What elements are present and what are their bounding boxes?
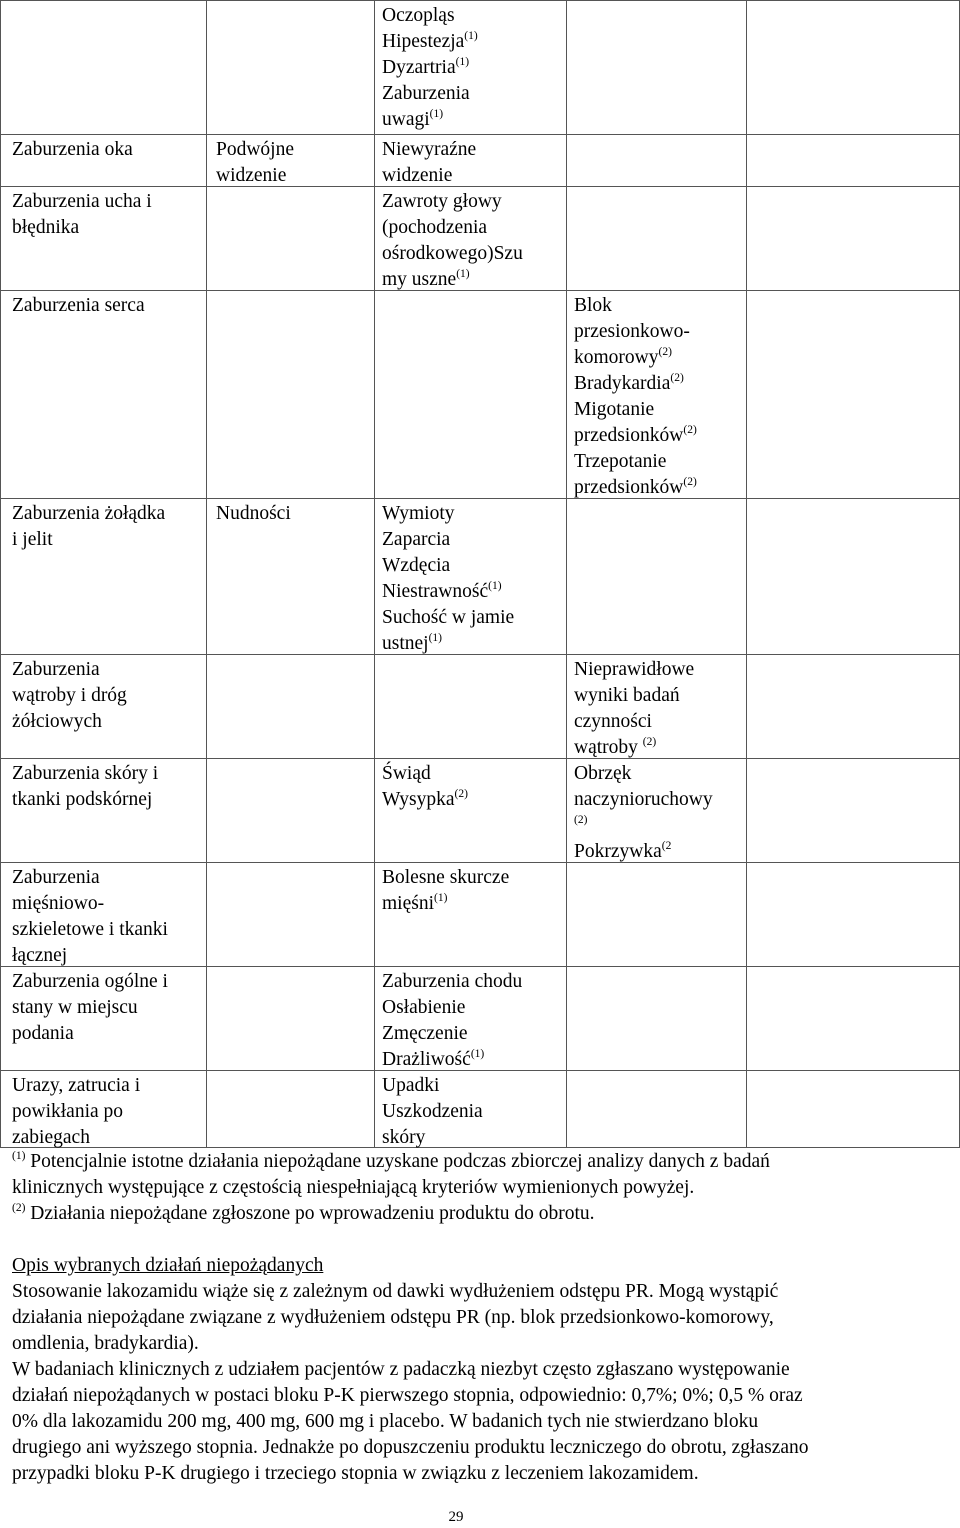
cell-line xyxy=(12,709,127,735)
cell-text: Blok xyxy=(574,295,612,316)
footnote-ref: (1) xyxy=(488,579,502,592)
footnote-ref: (1) xyxy=(470,1047,485,1060)
cell-line xyxy=(382,501,514,527)
cell-text: widzenie xyxy=(382,165,453,186)
paragraph-2-line: W badaniach klinicznych z udziałem pacjentów z padaczką niezbyt często zgłaszano występowanie xyxy=(12,1359,790,1380)
cell-line xyxy=(382,163,476,189)
paragraph-2-line: 0% dla lakozamidu 200 mg, 400 mg, 600 mg i placebo. W badanich tych nie stwierdzano bloku xyxy=(12,1411,759,1432)
table-row-border xyxy=(0,0,960,1)
cell-line xyxy=(382,1125,483,1151)
cell-line xyxy=(12,657,127,683)
cell-line xyxy=(12,943,168,969)
table-column-border xyxy=(566,0,567,1147)
cell-line xyxy=(12,683,127,709)
cell-text: Bradykardia xyxy=(574,373,671,394)
cell-text: ośrodkowego)Szu xyxy=(382,243,523,264)
col-c-cell xyxy=(382,189,523,293)
cell-text: Zaburzenia xyxy=(12,867,100,888)
cell-text: przedsionków xyxy=(574,477,684,498)
cell-text: Urazy, zatrucia i xyxy=(12,1075,141,1096)
footnote-1-text: Potencjalnie istotne działania niepożądane uzyskane podczas zbiorczej analizy danych z badań xyxy=(25,1151,770,1172)
cell-line xyxy=(12,293,145,319)
footnote-ref: (2) xyxy=(642,735,657,748)
cell-text: Zaburzenia ogólne i xyxy=(12,971,168,992)
paragraph-2-line: drugiego ani wyższego stopnia. Jednakże po dopuszczeniu produktu leczniczego do obrotu, zgłaszano xyxy=(12,1437,809,1458)
footnote-ref: (1) xyxy=(429,107,444,120)
cell-line xyxy=(382,107,478,133)
footnote-1-mark: (1) xyxy=(12,1149,26,1162)
col-b-cell xyxy=(216,501,291,527)
cell-line xyxy=(12,917,168,943)
cell-text: Dyzartria xyxy=(382,57,456,78)
table-row-border xyxy=(0,134,960,135)
cell-text: Zaburzenia ucha i xyxy=(12,191,152,212)
cell-text: Bolesne skurcze xyxy=(382,867,510,888)
cell-line xyxy=(382,553,514,579)
cell-line xyxy=(382,891,509,917)
cell-line xyxy=(382,81,478,107)
footnote-ref: (2) xyxy=(574,813,588,826)
cell-line xyxy=(382,631,514,657)
cell-line xyxy=(382,1021,522,1047)
cell-line xyxy=(382,189,523,215)
table-column-border xyxy=(746,0,747,1147)
cell-text: Zaburzenia xyxy=(382,83,470,104)
cell-text: powikłania po xyxy=(12,1101,124,1122)
cell-text: mięśni xyxy=(382,893,434,914)
paragraph-1-line: Stosowanie lakozamidu wiąże się z zależnym od dawki wydłużeniem odstępu PR. Mogą wystąpić xyxy=(12,1281,779,1302)
paragraph-1-line: działania niepożądane związane z wydłużeniem odstępu PR (np. blok przedsionkowo-komorowy, xyxy=(12,1307,774,1328)
cell-line xyxy=(574,839,713,865)
table-row-border xyxy=(0,758,960,759)
footnote-ref: (1) xyxy=(428,631,443,644)
cell-text: wyniki badań xyxy=(574,685,680,706)
cell-text: Trzepotanie xyxy=(574,451,667,472)
cell-text: Oczopląs xyxy=(382,5,455,26)
cell-line xyxy=(382,579,514,605)
cell-line xyxy=(382,995,522,1021)
cell-text: wątroby i dróg xyxy=(12,685,127,706)
cell-line xyxy=(574,475,697,501)
cell-text: Zaburzenia żołądka xyxy=(12,503,166,524)
cell-line xyxy=(12,995,168,1021)
cell-text: Suchość w jamie xyxy=(382,607,515,628)
cell-line xyxy=(216,163,294,189)
footnote-ref: (2) xyxy=(454,787,468,800)
soc-cell xyxy=(12,137,133,163)
cell-text: Wzdęcia xyxy=(382,555,451,576)
cell-line xyxy=(574,787,713,813)
cell-line xyxy=(12,189,152,215)
cell-line xyxy=(12,891,168,917)
table-column-border xyxy=(206,0,207,1147)
footnote-ref: (2) xyxy=(683,475,697,488)
col-d-cell xyxy=(574,657,694,761)
cell-line xyxy=(12,1021,168,1047)
cell-text: ustnej xyxy=(382,633,429,654)
table-row-border xyxy=(0,862,960,863)
cell-text: Zaparcia xyxy=(382,529,451,550)
cell-line xyxy=(12,787,158,813)
soc-cell xyxy=(12,969,168,1047)
cell-text: Zaburzenia oka xyxy=(12,139,133,160)
cell-text: Uszkodzenia xyxy=(382,1101,483,1122)
col-c-cell xyxy=(382,3,478,133)
cell-line xyxy=(12,501,165,527)
cell-line xyxy=(574,683,694,709)
soc-cell xyxy=(12,761,158,813)
cell-line xyxy=(12,1073,140,1099)
cell-line xyxy=(574,397,697,423)
cell-line xyxy=(382,787,468,813)
cell-line xyxy=(574,423,697,449)
col-c-cell xyxy=(382,137,476,189)
footnote-2-text: Działania niepożądane zgłoszone po wprowadzeniu produktu do obrotu. xyxy=(25,1203,595,1224)
cell-line xyxy=(12,215,152,241)
cell-text: Upadki xyxy=(382,1075,440,1096)
footnote-ref: (2) xyxy=(683,423,697,436)
paragraph-1-line: omdlenia, bradykardia). xyxy=(12,1333,199,1354)
table-row-border xyxy=(0,186,960,187)
cell-line xyxy=(382,865,509,891)
paragraph-2-line: przypadki bloku P-K drugiego i trzeciego stopnia w związku z leczeniem lakozamidem. xyxy=(12,1463,699,1484)
cell-line xyxy=(382,29,478,55)
cell-text: i jelit xyxy=(12,529,53,550)
cell-text: uwagi xyxy=(382,109,430,130)
cell-text: naczynioruchowy xyxy=(574,789,713,810)
soc-cell xyxy=(12,189,152,241)
cell-text: komorowy xyxy=(574,347,659,368)
cell-line xyxy=(382,605,514,631)
cell-text: Drażliwość xyxy=(382,1049,471,1070)
cell-line xyxy=(382,55,478,81)
cell-text: Migotanie xyxy=(574,399,655,420)
table-row-border xyxy=(0,498,960,499)
cell-line xyxy=(12,1125,140,1151)
cell-text: skóry xyxy=(382,1127,426,1148)
cell-text: przesionkowo- xyxy=(574,321,690,342)
cell-line xyxy=(382,1099,483,1125)
col-c-cell xyxy=(382,969,522,1073)
cell-text: stany w miejscu xyxy=(12,997,138,1018)
cell-text: tkanki podskórnej xyxy=(12,789,153,810)
cell-line xyxy=(12,865,168,891)
cell-line xyxy=(216,137,294,163)
cell-text: Nieprawidłowe xyxy=(574,659,695,680)
cell-text: Podwójne xyxy=(216,139,294,160)
soc-cell xyxy=(12,501,165,553)
col-c-cell xyxy=(382,501,514,657)
cell-line xyxy=(382,1047,522,1073)
cell-line xyxy=(574,657,694,683)
footnote-ref: (1) xyxy=(434,891,448,904)
col-d-cell xyxy=(574,761,713,865)
soc-cell xyxy=(12,293,145,319)
cell-text: Wymioty xyxy=(382,503,455,524)
cell-text: (pochodzenia xyxy=(382,217,488,238)
cell-text: Niewyraźne xyxy=(382,139,477,160)
footnote-ref: (2 xyxy=(661,839,672,852)
cell-text: Świąd xyxy=(382,763,431,784)
cell-text: Zaburzenia serca xyxy=(12,295,145,316)
cell-text: łącznej xyxy=(12,945,68,966)
table-column-border xyxy=(0,0,1,1147)
cell-line xyxy=(382,267,523,293)
cell-line xyxy=(574,319,697,345)
footnote-ref: (1) xyxy=(456,267,470,280)
footnote-ref: (1) xyxy=(455,55,470,68)
cell-line xyxy=(574,709,694,735)
cell-text: Wysypka xyxy=(382,789,455,810)
cell-text: Nudności xyxy=(216,503,291,524)
cell-line xyxy=(12,527,165,553)
col-c-cell xyxy=(382,865,509,917)
cell-line xyxy=(12,137,133,163)
cell-text: Zaburzenia skóry i xyxy=(12,763,159,784)
soc-cell xyxy=(12,1073,140,1151)
cell-line xyxy=(574,449,697,475)
footnote-2-mark: (2) xyxy=(12,1201,26,1214)
cell-text: żółciowych xyxy=(12,711,102,732)
col-b-cell xyxy=(216,137,294,189)
cell-line xyxy=(382,241,523,267)
cell-line xyxy=(12,1099,140,1125)
cell-text: przedsionków xyxy=(574,425,684,446)
cell-text: Zawroty głowy xyxy=(382,191,502,212)
paragraph-2-line: działań niepożądanych w postaci bloku P-K pierwszego stopnia, odpowiednio: 0,7%; 0%; 0,5 % oraz xyxy=(12,1385,803,1406)
cell-text: szkieletowe i tkanki xyxy=(12,919,168,940)
cell-line xyxy=(574,735,694,761)
cell-line xyxy=(574,371,697,397)
cell-text: błędnika xyxy=(12,217,80,238)
col-c-cell xyxy=(382,761,468,813)
cell-text: my uszne xyxy=(382,269,457,290)
cell-text: zabiegach xyxy=(12,1127,90,1148)
cell-text: Zaburzenia xyxy=(12,659,100,680)
section-heading: Opis wybranych działań niepożądanych xyxy=(12,1255,324,1276)
cell-line xyxy=(382,1073,483,1099)
col-c-cell xyxy=(382,1073,483,1151)
cell-text: mięśniowo- xyxy=(12,893,105,914)
cell-line xyxy=(574,293,697,319)
cell-text: widzenie xyxy=(216,165,287,186)
cell-line xyxy=(382,761,468,787)
cell-text: czynności xyxy=(574,711,652,732)
cell-text: Niestrawność xyxy=(382,581,489,602)
table-column-border xyxy=(374,0,375,1147)
cell-text: Obrzęk xyxy=(574,763,632,784)
cell-line xyxy=(382,215,523,241)
cell-text: Zaburzenia chodu xyxy=(382,971,523,992)
cell-line xyxy=(382,137,476,163)
cell-text: Osłabienie xyxy=(382,997,466,1018)
footnote-ref: (2) xyxy=(658,345,672,358)
cell-text: Hipestezja xyxy=(382,31,465,52)
soc-cell xyxy=(12,657,127,735)
cell-line xyxy=(574,761,713,787)
page-number: 29 xyxy=(448,1509,464,1525)
footnote-ref: (2) xyxy=(670,371,684,384)
footnote-ref: (1) xyxy=(464,29,478,42)
cell-line xyxy=(382,3,478,29)
soc-cell xyxy=(12,865,168,969)
cell-text: Zmęczenie xyxy=(382,1023,468,1044)
cell-text: podania xyxy=(12,1023,74,1044)
cell-line xyxy=(574,813,713,839)
cell-line xyxy=(12,969,168,995)
cell-line xyxy=(574,345,697,371)
cell-line xyxy=(382,969,522,995)
cell-text: wątroby xyxy=(574,737,643,758)
col-d-cell xyxy=(574,293,697,501)
cell-line xyxy=(12,761,158,787)
cell-line xyxy=(216,501,291,527)
cell-text: Pokrzywka xyxy=(574,841,662,862)
cell-line xyxy=(382,527,514,553)
footnote-1-text-cont: klinicznych występujące z częstością niespełniającą kryteriów wymienionych powyżej. xyxy=(12,1177,695,1198)
